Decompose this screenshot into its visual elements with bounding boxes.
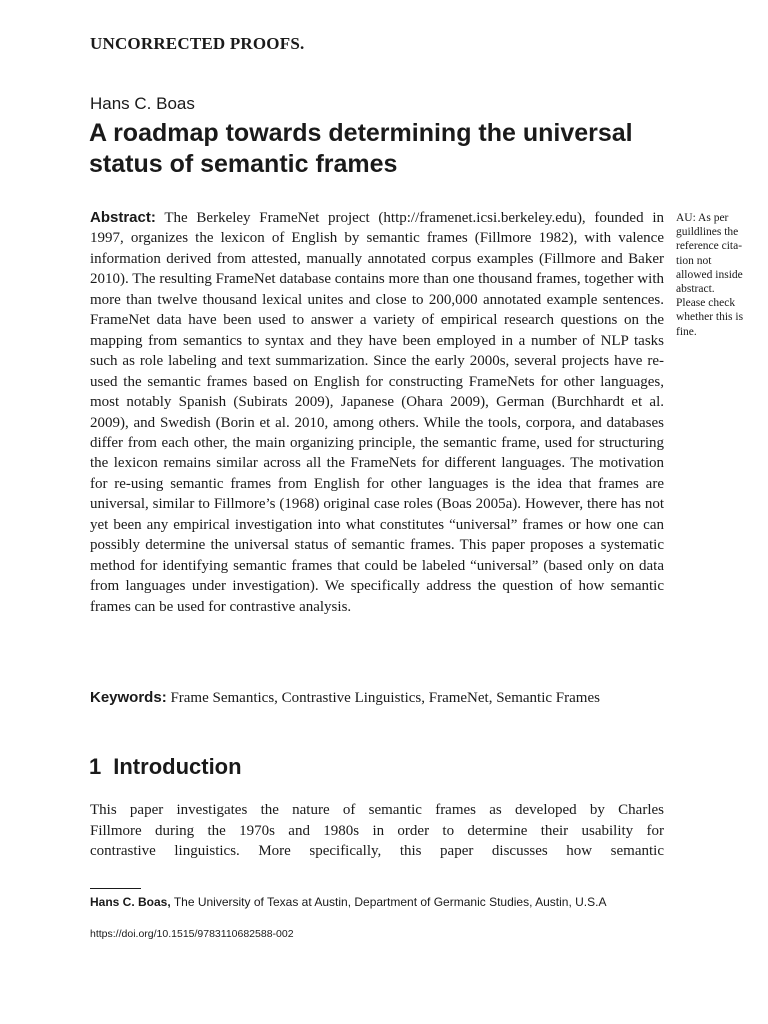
footnote-rule bbox=[90, 888, 141, 889]
intro-paragraph bbox=[90, 800, 664, 862]
section-heading bbox=[89, 754, 242, 780]
abstract-text: The Berkeley FrameNet project (http://framenet.icsi.berkeley.edu), founded in 1997, organizes the lexicon of English by semantic frames (Fillmore 1982), with valence information derived from attested, manually annotated corpus examples (Fillmore and Baker 2010). The resulting FrameNet database contains more than one thousand frames, together with more than twelve thousand lexical unites and close to 200,000 annotated example sentences. FrameNet data have been used to answer a variety of empirical research questions on the mapping from semantics to syntax and they have been employed in a number of NLP tasks such as role labeling and text summarization. Since the early 2000s, several projects have re-used the semantic frames based on English for constructing FrameNets for other languages, most notably Spanish (Subirats 2009), Japanese (Ohara 2009), German (Burchhardt et al. 2009), and Swedish (Borin et al. 2010, among others. While the tools, corpora, and databases differ from each other, the main organizing principle, the semantic frame, used for structuring the lexicon remains similar across all the FrameNets for different languages. The motivation for re-using semantic frames from English for other languages is the idea that frames are universal, similar to Fillmore’s (1968) original case roles (Boas 2005a). However, there has not yet been any empirical investigation into what constitutes “universal” frames or how one can possibly determine the universal status of semantic frames. This paper proposes a systematic method for identifying semantic frames that could be labeled “universal” (based only on data from languages under investigation). We specifically address the question of how semantic frames can be used for contrastive analysis. bbox=[90, 210, 664, 615]
article-title: A roadmap towards determining the universal status of semantic frames bbox=[89, 119, 633, 178]
keywords-label: Keywords: bbox=[90, 689, 167, 706]
margin-note: AU: As per guildlines the reference citation not allowed inside abstract. Please check whether this is fine. bbox=[676, 212, 744, 338]
proofs-notice: UNCORRECTED PROOFS. bbox=[90, 34, 305, 53]
affiliation-name: Hans C. Boas, bbox=[90, 895, 171, 909]
intro-line: This paper investigates the nature of semantic frames as developed by Charles bbox=[90, 802, 664, 818]
section-title: Introduction bbox=[113, 754, 242, 779]
affiliation-text: The University of Texas at Austin, Department of Germanic Studies, Austin, U.S.A bbox=[173, 895, 607, 909]
author-affiliation bbox=[90, 894, 730, 911]
section-number: 1 bbox=[89, 754, 102, 779]
intro-line: contrastive linguistics. More specifically, this paper discusses how semantic bbox=[90, 843, 664, 859]
keywords-text: Frame Semantics, Contrastive Linguistics, FrameNet, Semantic Frames bbox=[170, 690, 600, 706]
author-name: Hans C. Boas bbox=[90, 94, 195, 113]
abstract bbox=[90, 208, 664, 617]
keywords bbox=[90, 688, 690, 708]
abstract-label: Abstract: bbox=[90, 209, 156, 226]
doi-link[interactable]: https://doi.org/10.1515/9783110682588-002 bbox=[90, 928, 294, 940]
intro-line: Fillmore during the 1970s and 1980s in order to determine their usability for bbox=[90, 822, 664, 839]
